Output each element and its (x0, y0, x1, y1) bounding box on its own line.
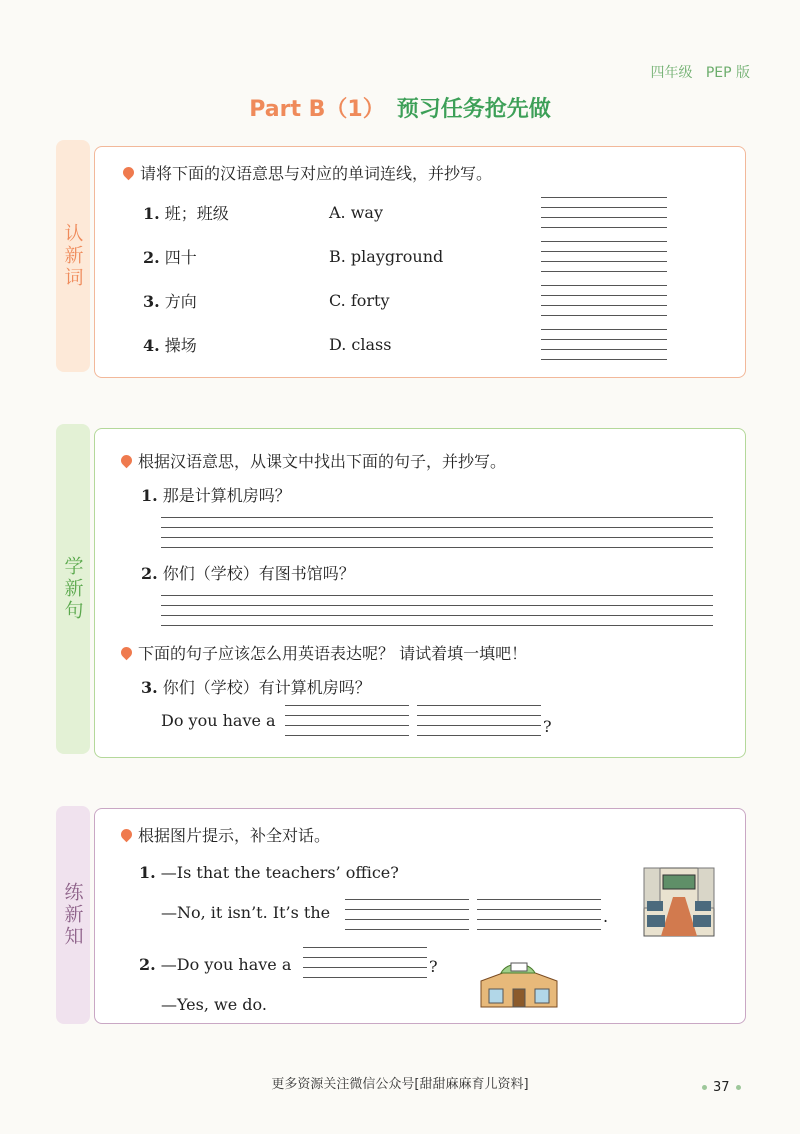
bullet-icon (119, 453, 135, 469)
copy-lines-sentence-1[interactable] (161, 517, 713, 549)
instruction-words (123, 161, 492, 184)
bullet-icon (119, 645, 135, 661)
instruction-translate (121, 641, 527, 664)
side-label-sentences-text: 学新句 (61, 556, 84, 622)
dialog-1-end: . (603, 907, 609, 926)
page-number (696, 1080, 747, 1095)
grade-text: 四年级 (650, 65, 693, 81)
side-label-practice (56, 806, 90, 1024)
word-left-3: 3. 方向 (143, 292, 197, 311)
dialog-2-end: ? (429, 957, 438, 976)
word-right-b: B. playground (329, 247, 444, 266)
fill-blank-2[interactable] (303, 947, 427, 979)
library-picture (477, 959, 561, 1009)
grade-label (650, 62, 750, 82)
edition-text: PEP 版 (705, 65, 750, 81)
word-right-c: C. forty (329, 291, 390, 310)
dialog-2-question: 2. —Do you have a (139, 955, 292, 974)
page-title (0, 92, 800, 123)
page-number-text: 37 (713, 1080, 730, 1095)
sentence-3-prefix: Do you have a (161, 711, 276, 730)
dot-icon (736, 1085, 741, 1090)
sentence-3: 3. 你们（学校）有计算机房吗？ (141, 678, 371, 697)
dot-icon (702, 1085, 707, 1090)
bullet-icon (119, 827, 135, 843)
section-sentences (94, 428, 746, 758)
title-sub: 预习任务抢先做 (396, 97, 551, 122)
title-part: Part B（1） (249, 97, 385, 122)
footer-text: 更多资源关注微信公众号[甜甜麻麻育儿资料] (271, 1077, 529, 1092)
copy-lines-3[interactable] (541, 285, 667, 317)
instruction-sentences-text: 根据汉语意思，从课文中找出下面的句子，并抄写。 (138, 452, 507, 471)
word-left-1: 1. 班；班级 (143, 204, 229, 223)
word-right-a: A. way (329, 203, 383, 222)
fill-blank-3a[interactable] (285, 705, 409, 737)
side-label-words-text: 认新词 (61, 223, 84, 289)
section-words (94, 146, 746, 378)
word-right-d: D. class (329, 335, 392, 354)
sentence-1: 1. 那是计算机房吗？ (141, 486, 291, 505)
bullet-icon (121, 165, 137, 181)
fill-blank-1a[interactable] (345, 899, 469, 931)
side-label-sentences (56, 424, 90, 754)
sentence-2: 2. 你们（学校）有图书馆吗？ (141, 564, 355, 583)
instruction-translate-text: 下面的句子应该怎么用英语表达呢？ 请试着填一填吧！ (138, 644, 528, 663)
sentence-3-suffix: ? (543, 717, 552, 736)
dialog-1-question: 1. —Is that the teachers’ office? (139, 863, 399, 882)
side-label-words (56, 140, 90, 372)
instruction-sentences (121, 449, 506, 472)
classroom-picture (643, 867, 715, 937)
fill-blank-3b[interactable] (417, 705, 541, 737)
dialog-2-answer: —Yes, we do. (161, 995, 267, 1014)
section-practice (94, 808, 746, 1024)
instruction-practice-text: 根据图片提示，补全对话。 (138, 826, 331, 845)
instruction-words-text: 请将下面的汉语意思与对应的单词连线，并抄写。 (140, 164, 493, 183)
dialog-1-answer: —No, it isn’t. It’s the (161, 903, 331, 922)
side-label-practice-text: 练新知 (61, 882, 84, 948)
copy-lines-2[interactable] (541, 241, 667, 273)
word-left-4: 4. 操场 (143, 336, 197, 355)
copy-lines-4[interactable] (541, 329, 667, 361)
copy-lines-sentence-2[interactable] (161, 595, 713, 627)
instruction-practice (121, 823, 330, 846)
word-left-2: 2. 四十 (143, 248, 197, 267)
copy-lines-1[interactable] (541, 197, 667, 229)
fill-blank-1b[interactable] (477, 899, 601, 931)
